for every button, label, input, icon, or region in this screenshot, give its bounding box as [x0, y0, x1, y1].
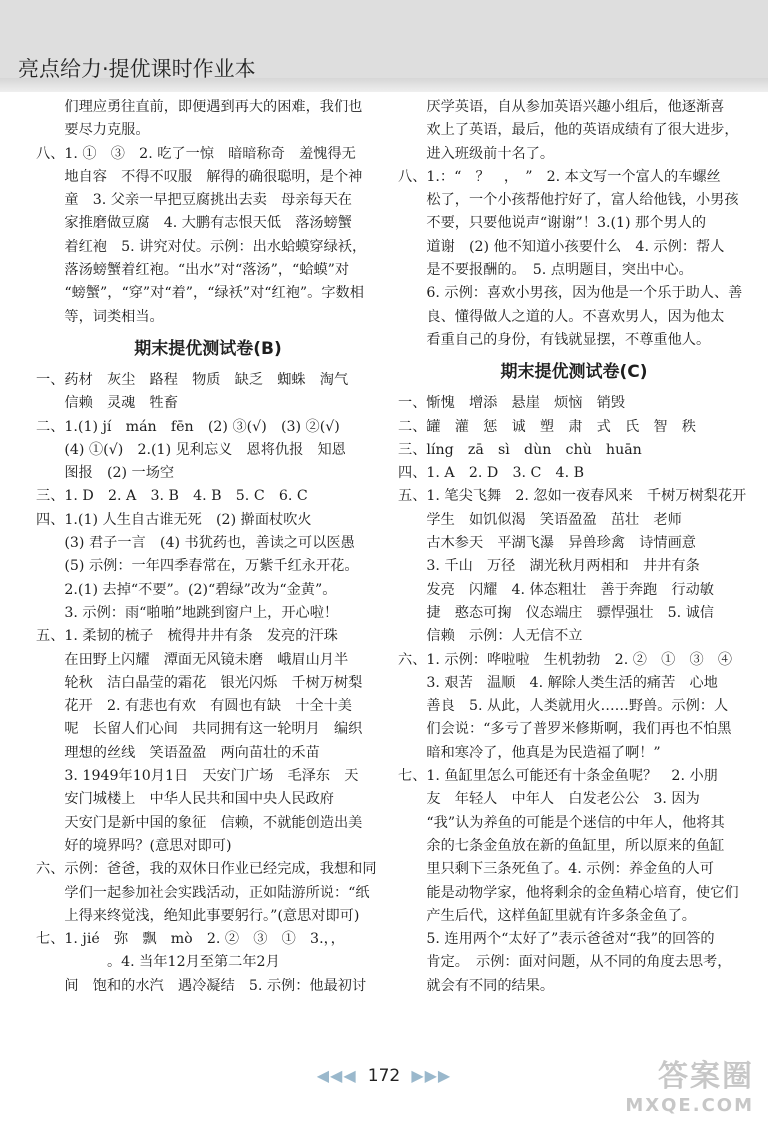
answer-line: 善良 5. 从此，人类就用火……野兽。示例：人 — [398, 698, 729, 715]
answer-line: 学们一起参加社会实践活动，正如陆游所说：“纸 — [36, 884, 370, 901]
answer-line: 5. 连用两个“太好了”表示爸爸对“我”的回答的 — [398, 931, 715, 948]
section-c-title: 期末提优测试卷(C) — [500, 362, 648, 383]
answer-line: 厌学英语，自从参加英语兴趣小组后，他逐渐喜 — [398, 99, 725, 115]
answer-line: 花开 2. 有悲也有欢 有圆也有缺 十全十美 — [36, 698, 352, 715]
answer-line: 八、1.：“ ？ ， ” 2. 本文写一个富人的车螺丝 — [398, 168, 721, 185]
answer-line: 五、1. 笔尖飞舞 2. 忽如一夜春风来 千树万树梨花开 — [398, 488, 747, 505]
answer-line: 间 饱和的水汽 遇冷凝结 5. 示例：他最初讨 — [36, 977, 367, 994]
answer-line: 四、1.(1) 人生自古谁无死 (2) 擀面杖吹火 — [36, 511, 312, 528]
watermark-logo: 答案圈 — [658, 1059, 754, 1094]
right-column — [398, 96, 750, 998]
answer-line: 捷 憨态可掬 仪态端庄 骠悍强壮 5. 诚信 — [398, 604, 714, 621]
answer-line: “我”认为养鱼的可能是个迷信的中年人，他将其 — [398, 814, 725, 831]
left-column — [36, 96, 380, 998]
answer-line: 看重自己的身份，有钱就显摆，不尊重他人。 — [398, 331, 711, 348]
answer-line: 产生后代，这样鱼缸里就有许多条金鱼了。 — [398, 907, 696, 924]
answer-line: 天安门是新中国的象征 信赖，不就能创造出美 — [36, 814, 363, 831]
answer-line: 一、惭愧 增添 悬崖 烦恼 销毁 — [398, 395, 626, 412]
next-arrows-icon: ▶▶▶ — [411, 1066, 452, 1085]
section-b-title: 期末提优测试卷(B) — [134, 338, 282, 359]
answer-line: 。4. 当年12月至第二年2月 — [36, 954, 280, 971]
answer-line: 呢 长留人们心间 共同拥有这一轮明月 编织 — [36, 721, 363, 738]
answer-line: 童 3. 父亲一早把豆腐挑出去卖 母亲每天在 — [36, 192, 352, 209]
answer-line: 信赖 灵魂 牲畜 — [36, 395, 178, 412]
section-c-block — [398, 392, 750, 998]
answer-line: 二、1.(1) jí mán fēn (2) ③(√) (3) ②(√) — [36, 418, 340, 435]
answer-line: 信赖 示例：人无信不立 — [398, 628, 583, 645]
answer-line: 3. 示例：雨“啪啪”地跳到窗户上，开心啦！ — [36, 604, 339, 621]
answer-line: 3. 千山 万径 湖光秋月两相和 井井有条 — [398, 558, 700, 575]
answer-line: 3. 1949年10月1日 天安门广场 毛泽东 天 — [36, 768, 359, 785]
answer-line: 着红袍 5. 讲究对仗。示例：出水蛤蟆穿绿袄， — [36, 238, 367, 255]
answer-line: 上得来终觉浅，绝知此事要躬行。”(意思对即可) — [36, 907, 360, 924]
right-top-block — [398, 96, 750, 352]
answer-line: 进入班级前十名了。 — [398, 145, 555, 162]
answer-line: (3) 君子一言 (4) 书犹药也，善读之可以医愚 — [36, 535, 355, 552]
answer-line: 图报 (2) 一场空 — [36, 465, 175, 482]
answer-line: 三、líng zā sì dùn chù huān — [398, 441, 642, 458]
answer-line: 们理应勇往直前，即便遇到再大的困难，我们也 — [36, 99, 363, 115]
answer-line: 古木参天 平湖飞瀑 异兽珍禽 诗情画意 — [398, 535, 696, 552]
left-top-block — [36, 96, 380, 329]
page-number: 172 — [367, 1066, 401, 1086]
answer-line: (4) ①(√) 2.(1) 见利忘义 恩将仇报 知恩 — [36, 441, 346, 458]
answer-line: 在田野上闪耀 潭面无风镜未磨 峨眉山月半 — [36, 651, 349, 668]
header-title: 亮点给力·提优课时作业本 — [18, 57, 256, 81]
answer-line: 四、1. A 2. D 3. C 4. B — [398, 465, 585, 482]
answer-line: 八、1. ① ③ 2. 吃了一惊 暗暗称奇 羞愧得无 — [36, 145, 356, 162]
answer-line: 理想的丝线 笑语盈盈 两向苗壮的禾苗 — [36, 744, 320, 761]
answer-line: 松了，一个小孩帮他拧好了，富人给他钱，小男孩 — [398, 192, 739, 209]
watermark-url: MXQE.COM — [625, 1095, 754, 1116]
watermark — [625, 1051, 754, 1116]
answer-line: 们会说：“多亏了普罗米修斯啊，我们再也不怕黑 — [398, 721, 732, 738]
answer-line: 能是动物学家，他将剩余的金鱼精心培育，使它们 — [398, 884, 739, 901]
prev-arrows-icon: ◀◀◀ — [316, 1066, 357, 1085]
answer-line: (5) 示例：一年四季春常在，万紫千红永开花。 — [36, 558, 359, 575]
section-b-block — [36, 369, 380, 998]
answer-line: 余的七条金鱼放在新的鱼缸里，所以原来的鱼缸 — [398, 837, 725, 854]
answer-line: 3. 艰苦 温顺 4. 解除人类生活的痛苦 心地 — [398, 674, 718, 691]
answer-line: 是不要报酬的。 5. 点明题目，突出中心。 — [398, 262, 693, 279]
answer-line: 好的境界吗？(意思对即可) — [36, 837, 232, 854]
answer-line: 2.(1) 去掉“不要”。(2)“碧绿”改为“金黄”。 — [36, 581, 337, 598]
answer-line: 六、1. 示例：哗啦啦 生机勃勃 2. ② ① ③ ④ — [398, 651, 733, 668]
answer-line: 一、药材 灰尘 路程 物质 缺乏 蜘蛛 淘气 — [36, 371, 349, 388]
answer-line: 七、1. 鱼缸里怎么可能还有十条金鱼呢？ 2. 小朋 — [398, 768, 718, 785]
answer-line: 学生 如饥似渴 笑语盈盈 茁壮 老师 — [398, 511, 682, 528]
answer-line: 七、1. jié 弥 飘 mò 2. ② ③ ① 3.，， — [36, 931, 345, 948]
answer-line: 安门城楼上 中华人民共和国中央人民政府 — [36, 791, 334, 808]
answer-line: 要尽力克服。 — [36, 122, 150, 139]
answer-line: 六、示例：爸爸，我的双休日作业已经完成，我想和同 — [36, 861, 377, 878]
answer-line: 家推磨做豆腐 4. 大鹏有志恨天低 落汤螃蟹 — [36, 215, 352, 232]
answer-line: 友 年轻人 中年人 白发老公公 3. 因为 — [398, 791, 700, 808]
answer-line: 发亮 闪耀 4. 体态粗壮 善于奔跑 行动敏 — [398, 581, 714, 598]
answer-line: 良、懂得做人之道的人。不喜欢男人，因为他太 — [398, 308, 725, 325]
answer-line: 五、1. 柔韧的梳子 梳得井井有条 发亮的汗珠 — [36, 628, 338, 645]
answer-line: 不要，只要他说声“谢谢”！3.(1) 那个男人的 — [398, 215, 707, 232]
answer-line: 道谢 (2) 他不知道小孩要什么 4. 示例：帮人 — [398, 238, 725, 255]
answer-line: 就会有不同的结果。 — [398, 977, 555, 994]
answer-line: 里只剩下三条死鱼了。4. 示例：养金鱼的人可 — [398, 861, 714, 878]
answer-line: 地自容 不得不叹服 解得的确很聪明，是个神 — [36, 168, 363, 185]
answer-line: 轮秋 洁白晶莹的霜花 银光闪烁 千树万树梨 — [36, 674, 363, 691]
header-banner — [0, 0, 768, 92]
answer-line: 6. 示例：喜欢小男孩，因为他是一个乐于助人、善 — [398, 285, 743, 302]
answer-line: “螃蟹”，“穿”对“着”，“绿袄”对“红袍”。字数相 — [36, 285, 364, 302]
answer-line: 等，词类相当。 — [36, 308, 164, 325]
answer-line: 暗和寒冷了，他真是为民造福了啊！” — [398, 744, 661, 761]
answer-line: 欢上了英语，最后，他的英语成绩有了很大进步， — [398, 122, 739, 139]
answer-line: 三、1. D 2. A 3. B 4. B 5. C 6. C — [36, 488, 308, 505]
answer-line: 二、罐 灌 惩 诚 塑 肃 式 氏 智 秩 — [398, 418, 696, 435]
answer-line: 肯定。 示例：面对问题，从不同的角度去思考， — [398, 954, 732, 971]
answer-line: 落汤螃蟹着红袍。“出水”对“落汤”，“蛤蟆”对 — [36, 262, 350, 279]
